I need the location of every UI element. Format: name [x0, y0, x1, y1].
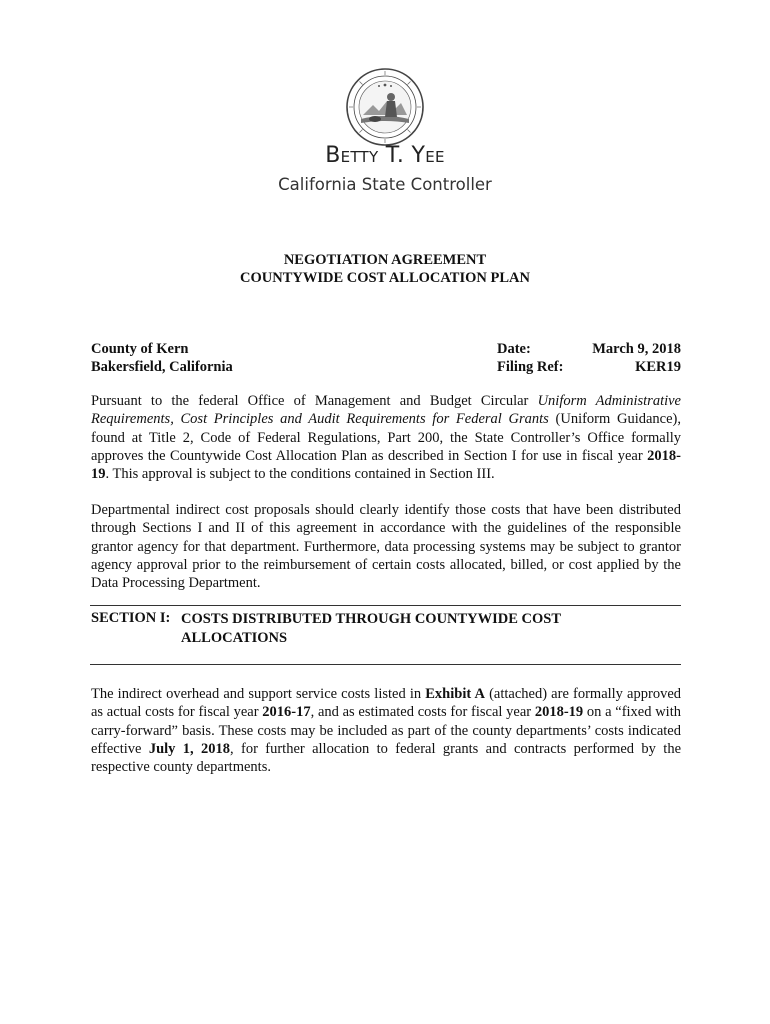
filing-ref-label: Filing Ref: — [497, 359, 564, 375]
section-bottom-rule — [90, 664, 681, 665]
document-title-line-1: NEGOTIATION AGREEMENT — [283, 252, 487, 268]
date-value: March 9, 2018 — [592, 341, 681, 357]
controller-title: California State Controller — [278, 175, 492, 194]
state-controller-seal-icon — [345, 67, 425, 147]
section-top-rule — [90, 605, 681, 606]
section-title: COSTS DISTRIBUTED THROUGH COUNTYWIDE COST ALLOCATIONS — [181, 611, 561, 646]
controller-name: Betty T. Yee — [325, 143, 445, 168]
county-location: Bakersfield, California — [91, 359, 233, 375]
indirect-costs-paragraph: The indirect overhead and support service costs listed in Exhibit A (attached) are formally approved as actual costs for fiscal year 2016-17, and as estimated costs for fiscal year 2018-19 on a “fixed with carry-forward” basis. These costs may be included as part of the county departments’ costs indicated effective July 1, 2018, for further allocation to federal grants and contracts performed by the respective county departments. — [91, 686, 682, 776]
filing-ref-value: KER19 — [635, 359, 681, 375]
document-title-line-2: COUNTYWIDE COST ALLOCATION PLAN — [240, 270, 530, 286]
section-label: SECTION I: — [91, 610, 171, 626]
approval-paragraph: Pursuant to the federal Office of Management and Budget Circular Uniform Administrative Requirements, Cost Principles and Audit Requirements for Federal Grants (Uniform Guidance), found at Title 2, Code of Federal Regulations, Part 200, the State Controller’s Office formally approves the Countywide Cost Allocation Plan as described in Section I for use in fiscal year 2018-19. This approval is subject to the conditions contained in Section III. — [91, 393, 681, 483]
county-name: County of Kern — [91, 341, 189, 357]
date-label: Date: — [497, 341, 531, 357]
departmental-proposals-paragraph: Departmental indirect cost proposals should clearly identify those costs that have been distributed through Sections I and II of this agreement in accordance with the guidelines of the responsible grantor agency for that department. Furthermore, data processing systems may be subject to grantor agency approval prior to the reimbursement of certain costs allocated, billed, or cost applied by the Data Processing Department. — [91, 502, 681, 592]
